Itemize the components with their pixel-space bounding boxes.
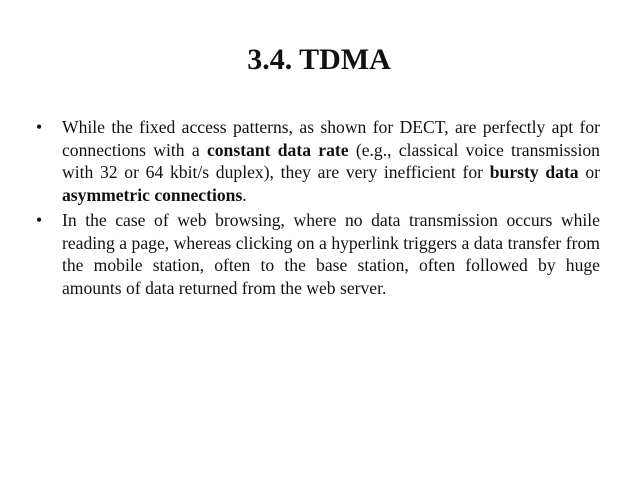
bullet-point-icon: • [36, 210, 43, 230]
bullet-text: In the case of web browsing, where no data transmission occurs while reading a page, whereas clicking on a hyperlink triggers a data transfer from the mobile station, often to the base station, often followed by huge amounts of data returned from the web server. [62, 210, 600, 298]
bold-term-asymmetric-connections: asymmetric connections [62, 184, 243, 205]
slide-title: 3.4. TDMA [247, 43, 391, 76]
bold-term-constant-data-rate: constant data rate [206, 139, 349, 160]
text-segment: or [578, 162, 600, 182]
bullet-point-icon: • [36, 117, 43, 137]
bold-term-bursty-data: bursty data [489, 162, 579, 182]
bullet-text [62, 117, 600, 205]
text-segment: While the fixed access patterns, as shown for DECT, are perfectly apt for connections with a [62, 117, 600, 160]
bullet-item-2 [36, 209, 600, 299]
bullet-item-1 [36, 116, 600, 206]
text-segment: . [242, 184, 247, 205]
text-segment: (e.g., classical voice transmission with 32 or 64 kbit/s duplex), they are very inefficient for [62, 139, 600, 182]
bullet-list [36, 116, 600, 302]
